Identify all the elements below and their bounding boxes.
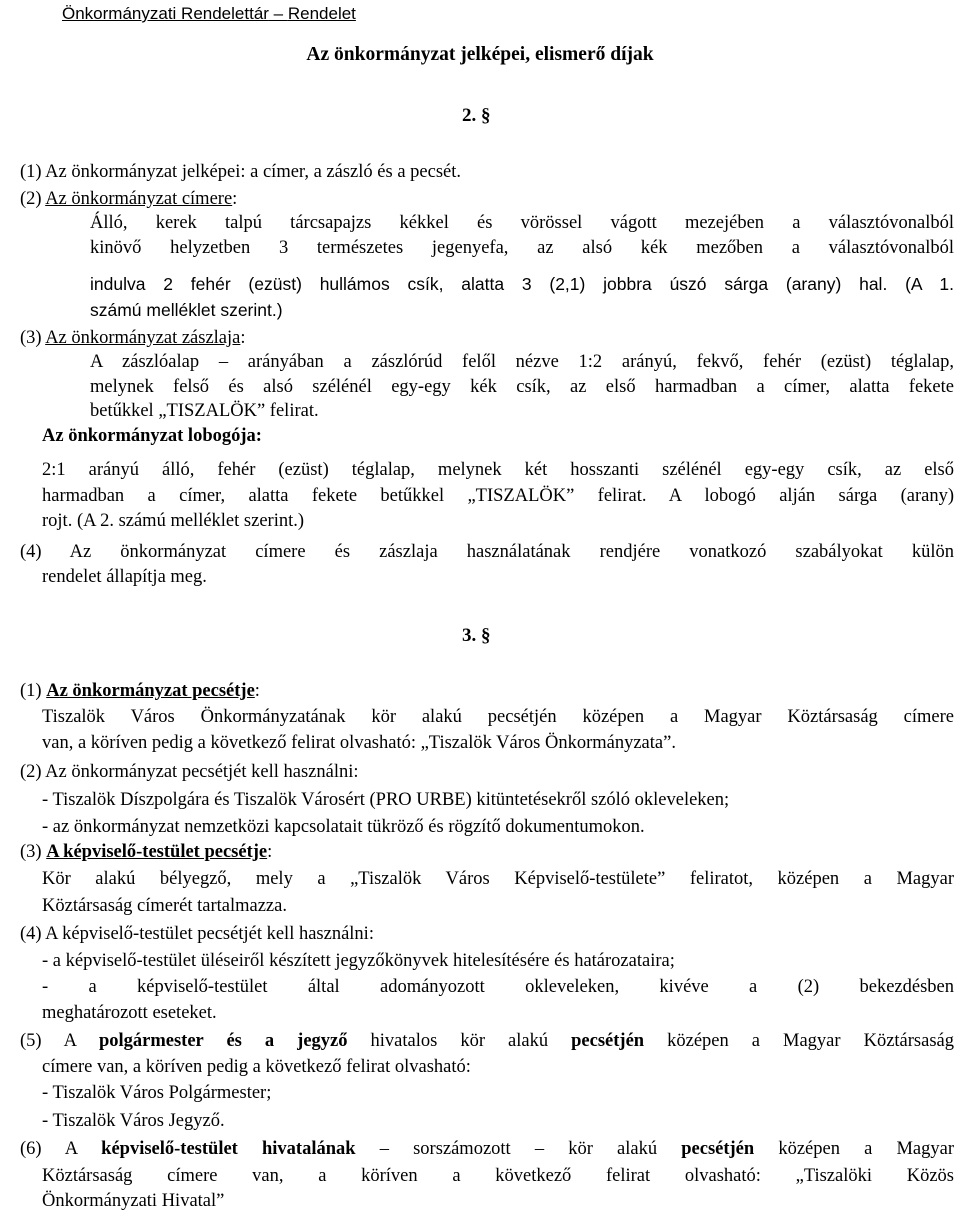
s2-p3-number: (3)	[20, 328, 46, 348]
s3-p5-end: középen a Magyar Köztársaság	[644, 1031, 954, 1051]
s2-lobogo-line-1: 2:1 arányú álló, fehér (ezüst) téglalap, melynek két hosszanti szélénél egy-egy csík, az első	[42, 460, 954, 480]
s2-paragraph-1: (1) Az önkormányzat jelképei: a címer, a zászló és a pecsét.	[20, 162, 462, 182]
s2-p3-line-2: melynek felső és alsó szélénél egy-egy kék csík, az első harmadban a címer, alatta fekete	[90, 377, 954, 397]
s3-p5-line-2: címere van, a köríven pedig a következő felirat olvasható:	[42, 1057, 471, 1077]
s3-p1-line-2: van, a köríven pedig a következő felirat olvasható: „Tiszalök Város Önkormányzata”.	[42, 733, 676, 753]
s2-p2-heading-text: Az önkormányzat címere	[45, 189, 233, 209]
s3-p5-bold-2: pecsétjén	[571, 1031, 645, 1051]
s3-p6-bold-1: képviselő-testület hivatalának	[101, 1139, 356, 1159]
s3-p6-line-3: Önkormányzati Hivatal”	[42, 1191, 225, 1211]
s3-p3-number: (3)	[20, 842, 47, 862]
s3-p5-prefix: (5) A	[20, 1031, 99, 1051]
s3-p6-prefix: (6) A	[20, 1139, 102, 1159]
s2-lobogo-line-3: rojt. (A 2. számú melléklet szerint.)	[42, 511, 305, 531]
s3-p4-item-2-cont: meghatározott eseteket.	[42, 1003, 217, 1023]
s2-p2-number: (2)	[20, 189, 46, 209]
s2-lobogo-heading: Az önkormányzat lobogója:	[42, 426, 262, 446]
s2-p3-line-1: A zászlóalap – arányában a zászlórúd felől nézve 1:2 arányú, fekvő, fehér (ezüst) téglalap,	[90, 352, 954, 372]
s3-paragraph-6-line-1	[20, 1137, 954, 1161]
s2-p3-heading-text: Az önkormányzat zászlaja	[45, 328, 241, 348]
s3-p5-item-2: - Tiszalök Város Jegyző.	[42, 1111, 225, 1131]
s2-paragraph-2-heading	[20, 187, 237, 211]
s3-p1-line-1: Tiszalök Város Önkormányzatának kör alakú pecsétjén középen a Magyar Köztársaság címere	[42, 707, 954, 727]
s3-p5-item-1: - Tiszalök Város Polgármester;	[42, 1083, 272, 1103]
s2-p4-line-1: (4) Az önkormányzat címere és zászlaja használatának rendjére vonatkozó szabályokat külön	[20, 542, 954, 562]
s2-p2-colon: :	[232, 189, 238, 209]
s3-p4-item-1: - a képviselő-testület üléseiről készített jegyzőkönyvek hitelesítésére és határozataira;	[42, 951, 675, 971]
s2-p3-line-3: betűkkel „TISZALÖK” felirat.	[90, 401, 319, 421]
s3-p4-item-2: - a képviselő-testület által adományozott okleveleken, kivéve a (2) bekezdésben	[42, 977, 954, 997]
s3-paragraph-2: (2) Az önkormányzat pecsétjét kell használni:	[20, 762, 359, 782]
top-header	[0, 0, 960, 30]
s2-p2-line-1: Álló, kerek talpú tárcsapajzs kékkel és vörössel vágott mezejében a választóvonalból	[90, 213, 954, 233]
breadcrumb	[62, 4, 356, 24]
breadcrumb-page-link[interactable]: Rendelet	[287, 4, 356, 23]
s2-paragraph-3-heading	[20, 326, 246, 350]
s2-p3-colon: :	[240, 328, 246, 348]
s3-p3-line-2: Köztársaság címerét tartalmazza.	[42, 896, 287, 916]
s3-p6-end: középen a Magyar	[754, 1139, 954, 1159]
section-2-label: 2. §	[462, 105, 491, 126]
s3-p6-line-2: Köztársaság címere van, a köríven a következő felirat olvasható: „Tiszalöki Közös	[42, 1166, 954, 1186]
s3-p2-item-1: - Tiszalök Díszpolgára és Tiszalök Városért (PRO URBE) kitüntetésekről szóló okleveleken;	[42, 790, 730, 810]
s3-paragraph-1-heading	[20, 679, 260, 703]
section-3-label: 3. §	[462, 625, 491, 646]
s3-p5-mid: hivatalos kör alakú	[347, 1031, 572, 1051]
s2-lobogo-line-2: harmadban a címer, alatta fekete betűkkel „TISZALÖK” felirat. A lobogó alján sárga (arany)	[42, 486, 954, 506]
s3-paragraph-4: (4) A képviselő-testület pecsétjét kell használni:	[20, 924, 374, 944]
breadcrumb-site-link[interactable]: Önkormányzati Rendelettár	[62, 4, 269, 23]
s2-p2-line-2: kinövő helyzetben 3 természetes jegenyefa, az alsó kék mezőben a választóvonalból	[90, 238, 954, 258]
s3-p1-heading-text: Az önkormányzat pecsétje	[46, 681, 255, 701]
s3-paragraph-3-heading	[20, 840, 272, 864]
s2-p4-line-2: rendelet állapítja meg.	[42, 567, 207, 587]
s3-paragraph-5-line-1	[20, 1029, 954, 1053]
s3-p3-colon: :	[267, 842, 273, 862]
s3-p2-item-2: - az önkormányzat nemzetközi kapcsolatait tükröző és rögzítő dokumentumokon.	[42, 817, 645, 837]
s3-p1-number: (1)	[20, 681, 47, 701]
s3-p5-bold-1: polgármester és a jegyző	[98, 1031, 348, 1051]
s3-p1-colon: :	[254, 681, 260, 701]
s3-p3-heading-text: A képviselő-testület pecsétje	[46, 842, 268, 862]
s3-p6-mid: – sorszámozott – kör alakú	[355, 1139, 682, 1159]
s3-p3-line-1: Kör alakú bélyegző, mely a „Tiszalök Város Képviselő-testülete” feliratot, középen a Magyar	[42, 869, 954, 889]
s3-p6-bold-2: pecsétjén	[681, 1139, 755, 1159]
s2-p2-line-4: számú melléklet szerint.)	[90, 300, 283, 320]
document-title: Az önkormányzat jelképei, elismerő díjak	[306, 44, 654, 65]
s2-p2-line-3: indulva 2 fehér (ezüst) hullámos csík, alatta 3 (2,1) jobbra úszó sárga (arany) hal. (A 1.	[90, 274, 954, 294]
breadcrumb-separator: –	[268, 4, 288, 23]
